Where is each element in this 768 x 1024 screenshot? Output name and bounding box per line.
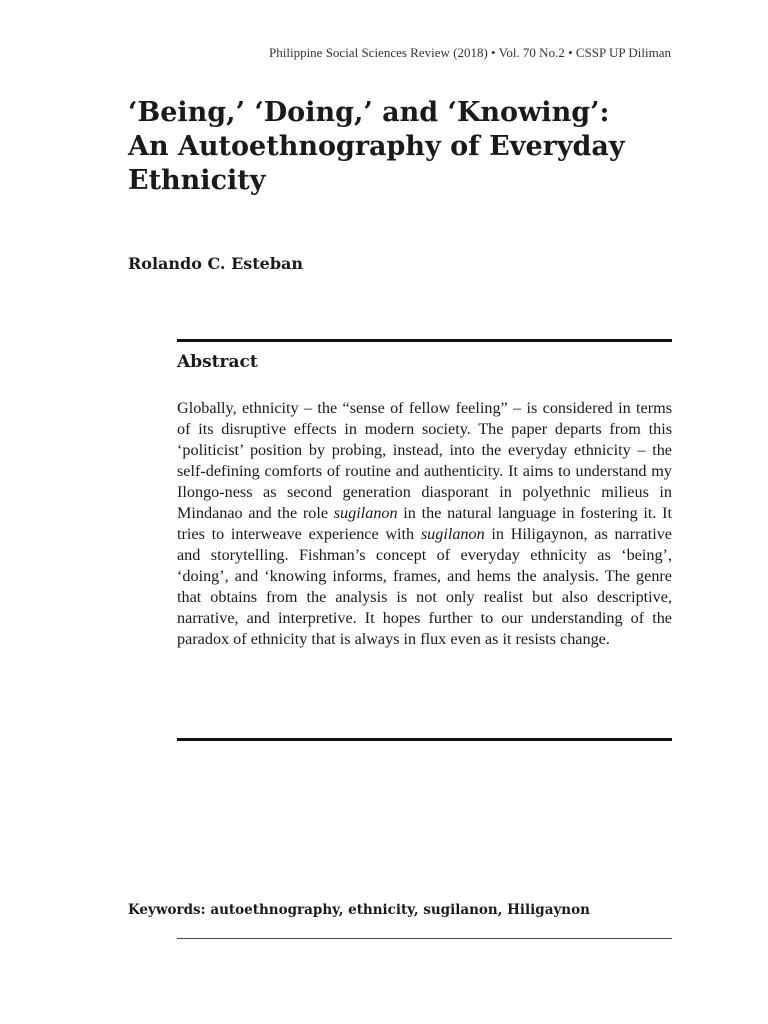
abstract-italic-term-2: sugilanon [420, 525, 485, 543]
title-line-2: An Autoethnography of Everyday [128, 131, 625, 162]
author-name: Rolando C. Esteban [128, 254, 304, 273]
title-line-3: Ethnicity [128, 165, 266, 196]
abstract-top-rule [177, 339, 672, 342]
article-title [128, 96, 668, 198]
abstract-text-part-3: in Hiligaynon, as narrative and storytelling. Fishman’s concept of everyday ethnicity as ‘being’, ‘doing’, and ‘knowing informs, frames, and hems the analysis. The genre that obtains from the analysis is not only realist but also descriptive, narrative, and interpretive. It hopes further to our understanding of the paradox of ethnicity that is always in flux even as it resists change. [177, 525, 672, 648]
abstract-text-part-2: in the natural language in fostering it. It tries to interweave experience with [177, 504, 672, 543]
abstract-heading: Abstract [177, 352, 258, 372]
abstract-bottom-rule [177, 738, 672, 741]
keywords-line: Keywords: autoethnography, ethnicity, sugilanon, Hiligaynon [128, 902, 590, 918]
abstract-body [177, 398, 672, 650]
title-line-1: ‘Being,’ ‘Doing,’ and ‘Knowing’: [128, 97, 610, 128]
abstract-text-part-1: Globally, ethnicity – the “sense of fellow feeling” – is considered in terms of its disruptive effects in modern society. The paper departs from this ‘politicist’ position by probing, instead, into the everyday ethnicity – the self-defining comforts of routine and authenticity. It aims to understand my Ilongo-ness as second generation diasporant in polyethnic milieus in Mindanao and the role [177, 399, 672, 522]
running-head: Philippine Social Sciences Review (2018) • Vol. 70 No.2 • CSSP UP Diliman [269, 45, 671, 60]
abstract-italic-term-1: sugilanon [333, 504, 398, 522]
footer-rule [177, 938, 672, 939]
